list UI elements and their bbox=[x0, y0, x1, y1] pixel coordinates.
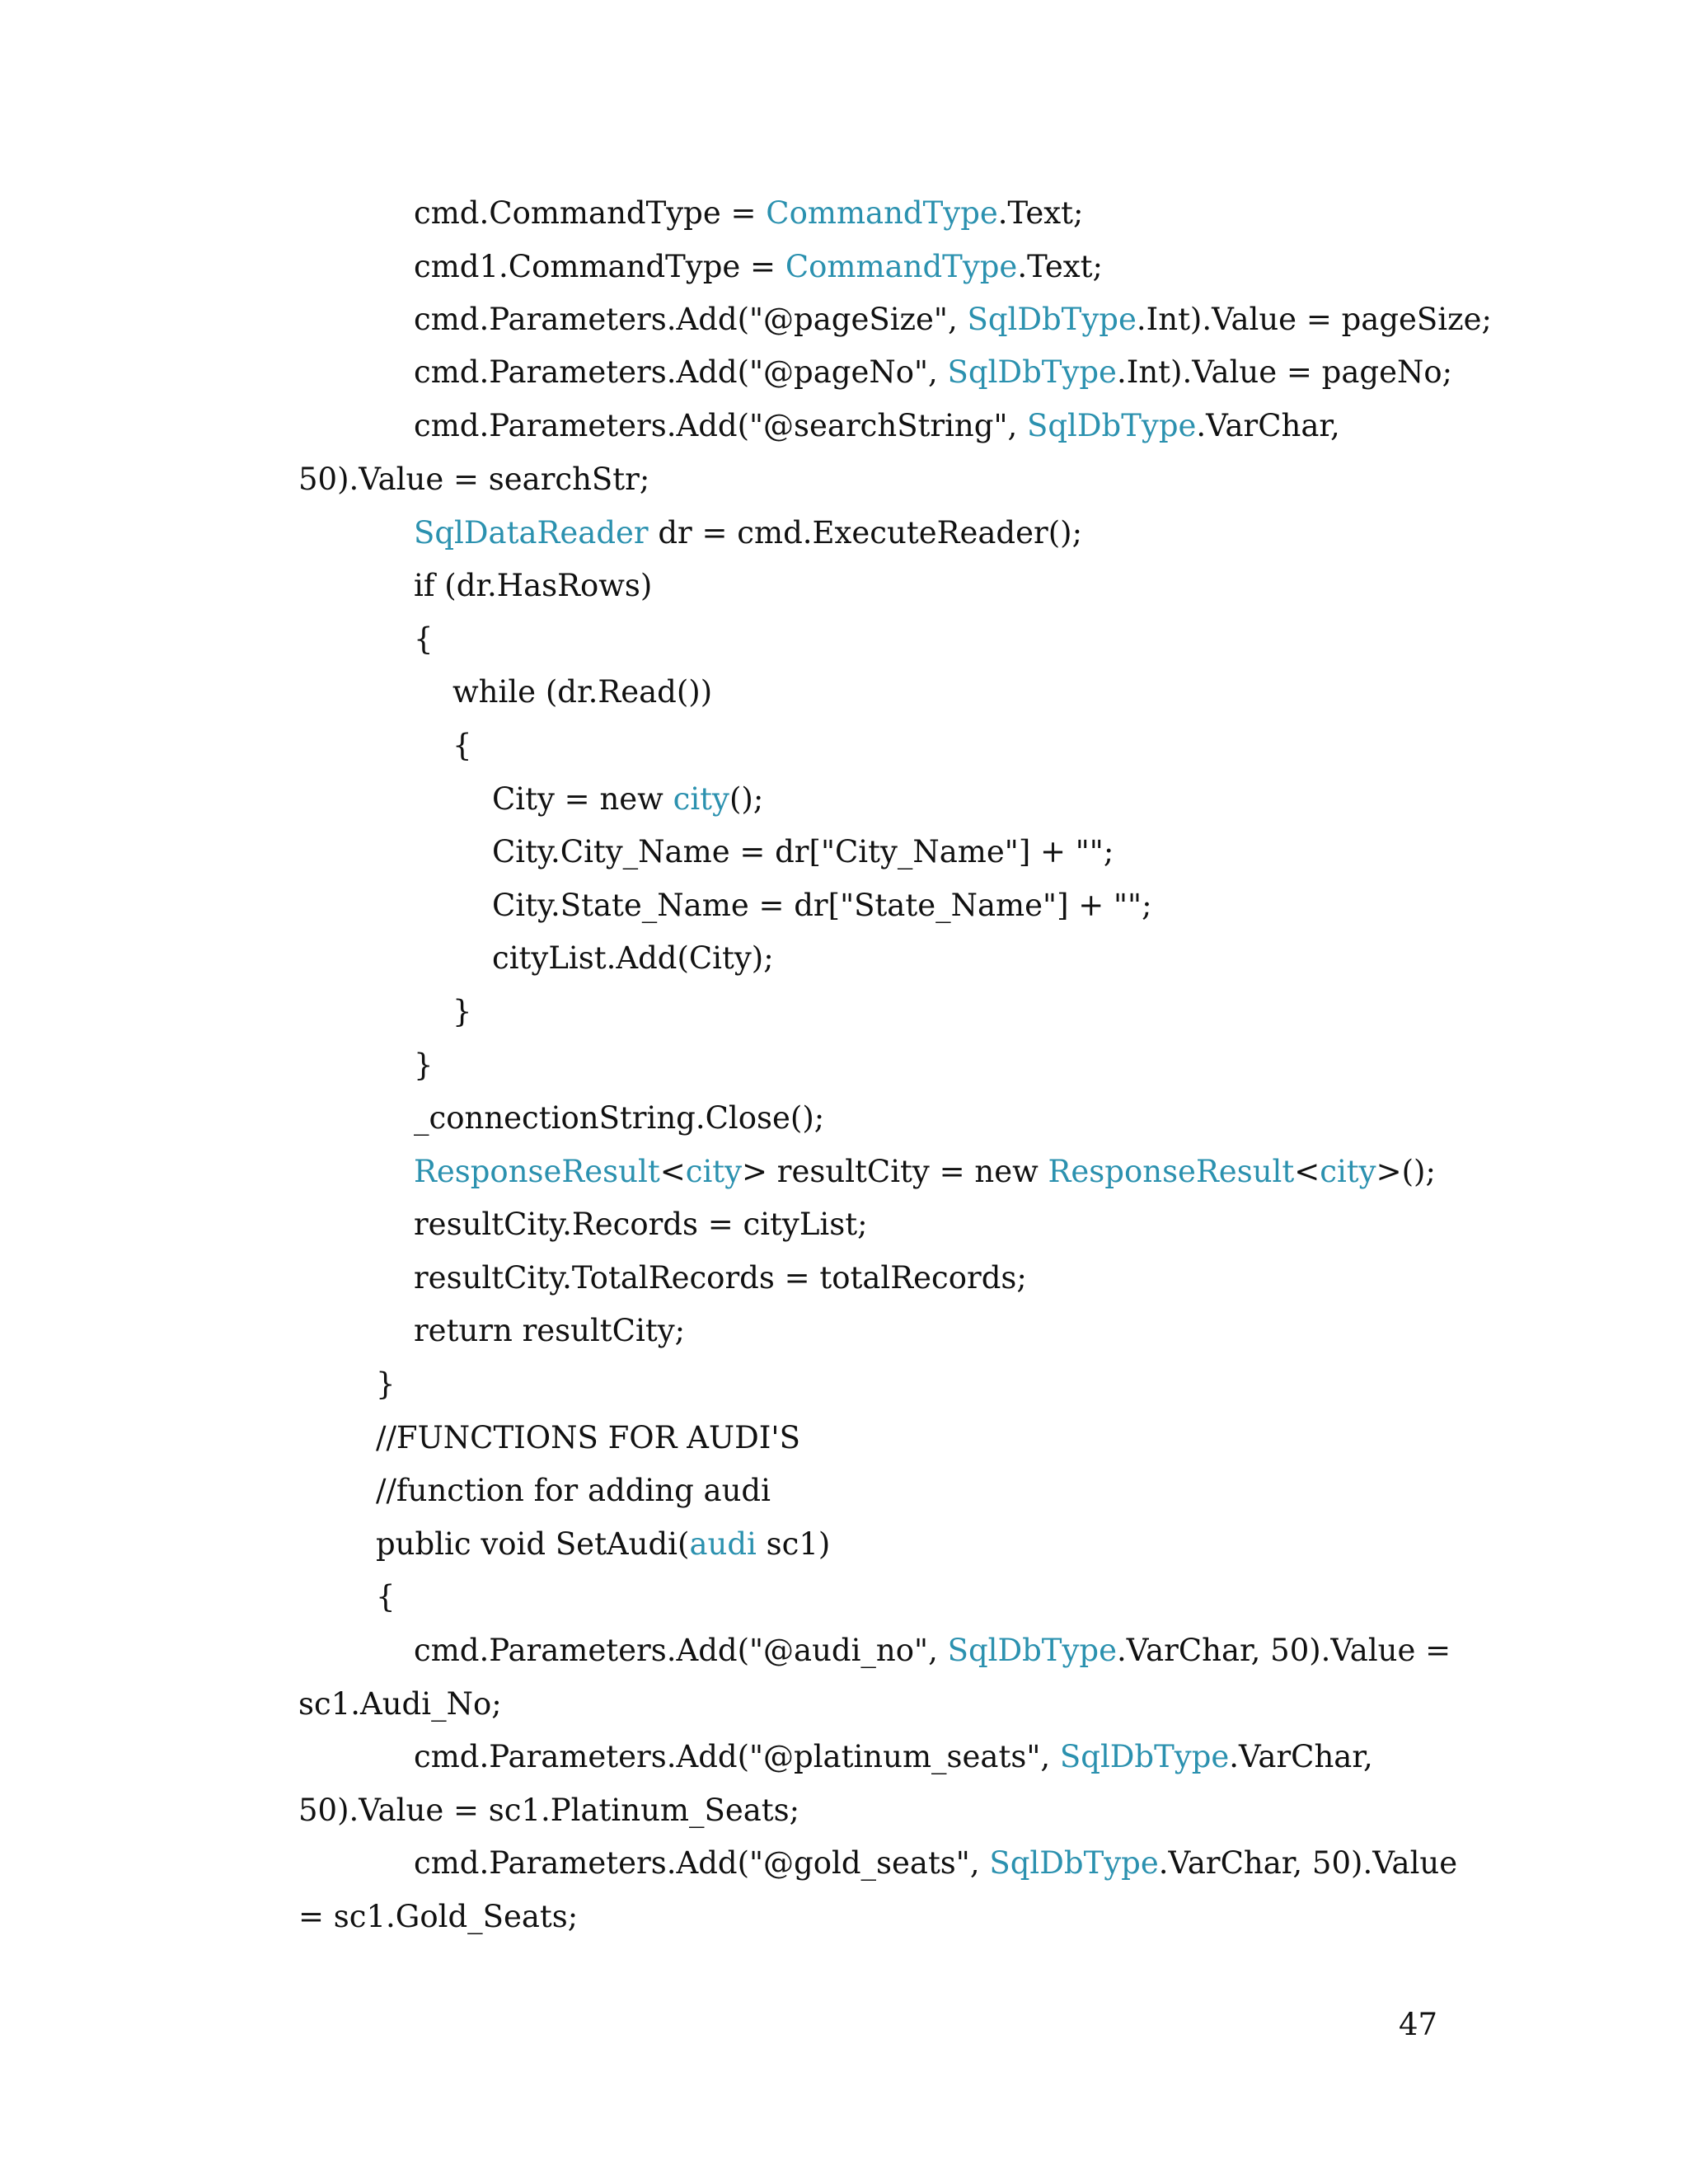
code-line bbox=[414, 1100, 825, 1136]
code-token-string: "@gold_seats" bbox=[749, 1845, 970, 1881]
code-token-string: "State_Name" bbox=[840, 888, 1057, 923]
code-token-type: CommandType bbox=[785, 249, 1018, 284]
code-line bbox=[492, 781, 764, 817]
code-token-plain: resultCity.Records = cityList; bbox=[414, 1207, 868, 1242]
code-token-type: city bbox=[673, 781, 729, 817]
code-line bbox=[376, 1526, 831, 1562]
code-token-plain: } bbox=[414, 1047, 434, 1083]
code-token-keyword: while bbox=[452, 674, 537, 710]
code-line bbox=[414, 1260, 1027, 1296]
code-token-plain: cmd.Parameters.Add( bbox=[414, 354, 749, 390]
code-token-plain: .Int).Value = pageSize; bbox=[1136, 302, 1492, 337]
code-line bbox=[414, 304, 1492, 335]
code-line bbox=[414, 1156, 1436, 1187]
code-token-plain: _connectionString.Close(); bbox=[414, 1100, 825, 1136]
code-token-type: SqlDbType bbox=[1059, 1739, 1230, 1774]
code-token-plain bbox=[1039, 1154, 1048, 1189]
code-line bbox=[414, 621, 434, 657]
code-token-keyword: if bbox=[414, 568, 435, 603]
code-token-comment: //FUNCTIONS FOR AUDI'S bbox=[376, 1420, 800, 1455]
code-token-plain: ; bbox=[1103, 834, 1114, 869]
code-line bbox=[298, 462, 650, 497]
code-token-plain: ] + bbox=[1057, 888, 1114, 923]
code-token-plain: (dr.HasRows) bbox=[434, 568, 653, 603]
code-token-plain: .Int).Value = pageNo; bbox=[1116, 354, 1453, 390]
code-token-plain: { bbox=[452, 728, 472, 763]
code-token-string: "@pageNo" bbox=[749, 354, 929, 390]
code-line bbox=[376, 1475, 771, 1506]
code-token-keyword: new bbox=[974, 1154, 1039, 1189]
code-token-plain: , bbox=[928, 354, 948, 390]
code-token-plain: sc1) bbox=[756, 1526, 831, 1562]
code-token-plain: cityList.Add(City); bbox=[492, 940, 774, 976]
code-line bbox=[298, 1793, 800, 1828]
code-token-plain: ; bbox=[1142, 888, 1152, 923]
code-token-plain: cmd.Parameters.Add( bbox=[414, 1633, 749, 1668]
code-token-plain: = sc1.Gold_Seats; bbox=[298, 1899, 579, 1934]
code-token-type: CommandType bbox=[766, 195, 998, 231]
code-token-plain: City.City_Name = dr[ bbox=[492, 834, 821, 869]
code-line bbox=[414, 251, 1103, 282]
code-token-string: "City_Name" bbox=[820, 834, 1019, 869]
code-token-type: city bbox=[1320, 1154, 1376, 1189]
code-token-type: ResponseResult bbox=[414, 1154, 660, 1189]
code-token-plain: cmd.Parameters.Add( bbox=[414, 1739, 749, 1774]
code-token-comment: //function for adding audi bbox=[376, 1473, 771, 1508]
code-line bbox=[414, 410, 1340, 441]
code-token-type: city bbox=[685, 1154, 743, 1189]
code-token-string: "@platinum_seats" bbox=[749, 1739, 1041, 1774]
code-line bbox=[414, 570, 652, 601]
code-token-plain: .VarChar, 50).Value = bbox=[1116, 1633, 1451, 1668]
code-token-plain: .Text; bbox=[997, 195, 1084, 231]
code-token-plain: cmd.Parameters.Add( bbox=[414, 1845, 749, 1881]
code-token-plain: resultCity.TotalRecords = totalRecords; bbox=[414, 1260, 1027, 1296]
code-token-plain: .Text; bbox=[1017, 249, 1103, 284]
code-token-plain: , bbox=[969, 1845, 990, 1881]
code-line bbox=[298, 1901, 578, 1932]
code-token-plain: } bbox=[376, 1366, 396, 1402]
code-line bbox=[414, 1209, 868, 1240]
code-token-string: "@pageSize" bbox=[749, 302, 948, 337]
code-line bbox=[414, 1315, 685, 1346]
code-token-plain: .VarChar, bbox=[1196, 408, 1340, 443]
code-token-plain: , bbox=[1040, 1739, 1060, 1774]
code-token-plain: .VarChar, 50).Value bbox=[1158, 1845, 1458, 1881]
code-token-plain bbox=[471, 1526, 481, 1562]
code-token-plain: SetAudi( bbox=[546, 1526, 690, 1562]
code-line bbox=[452, 730, 472, 761]
code-token-plain: < bbox=[659, 1154, 686, 1189]
code-token-type: SqlDbType bbox=[947, 1633, 1117, 1668]
code-line bbox=[298, 1686, 502, 1722]
code-token-plain: (dr.Read()) bbox=[536, 674, 713, 710]
code-line bbox=[492, 940, 774, 976]
code-token-plain: , bbox=[928, 1633, 948, 1668]
code-line bbox=[414, 515, 1083, 551]
code-token-plain: 50).Value = searchStr; bbox=[298, 462, 650, 497]
code-token-type: ResponseResult bbox=[1048, 1154, 1295, 1189]
code-token-keyword: return bbox=[414, 1313, 513, 1348]
code-line bbox=[414, 1741, 1373, 1772]
code-token-plain: , bbox=[947, 302, 968, 337]
code-token-type: SqlDataReader bbox=[414, 515, 649, 551]
code-line bbox=[492, 834, 1114, 869]
code-token-plain: cmd.Parameters.Add( bbox=[414, 302, 749, 337]
code-token-plain: cmd.Parameters.Add( bbox=[414, 408, 749, 443]
code-token-keyword: public bbox=[376, 1526, 471, 1562]
code-token-plain: City = bbox=[492, 781, 600, 817]
code-line bbox=[376, 1579, 396, 1615]
code-line bbox=[414, 195, 1084, 231]
code-token-plain: { bbox=[376, 1579, 396, 1615]
code-token-type: SqlDbType bbox=[967, 302, 1137, 337]
code-token-type: SqlDbType bbox=[989, 1845, 1159, 1881]
code-line bbox=[414, 1635, 1451, 1666]
code-line bbox=[376, 1366, 396, 1402]
code-token-plain: ] + bbox=[1018, 834, 1076, 869]
code-line bbox=[414, 1845, 1458, 1881]
code-line bbox=[376, 1422, 800, 1453]
code-line bbox=[452, 674, 713, 710]
code-token-plain: .VarChar, bbox=[1229, 1739, 1373, 1774]
code-token-plain: 50).Value = sc1.Platinum_Seats; bbox=[298, 1793, 800, 1828]
code-token-string: "@searchString" bbox=[749, 408, 1008, 443]
code-token-string: "" bbox=[1075, 834, 1104, 869]
code-token-plain: , bbox=[1007, 408, 1028, 443]
page-number: 47 bbox=[1399, 2007, 1438, 2042]
code-token-string: "@audi_no" bbox=[749, 1633, 929, 1668]
code-line bbox=[414, 354, 1453, 390]
code-token-plain bbox=[663, 781, 673, 817]
code-line bbox=[452, 996, 472, 1027]
code-token-plain: } bbox=[452, 994, 472, 1029]
code-token-type: audi bbox=[689, 1526, 757, 1562]
code-token-plain: resultCity; bbox=[512, 1313, 686, 1348]
code-token-plain: > resultCity = bbox=[742, 1154, 975, 1189]
code-token-type: SqlDbType bbox=[947, 354, 1117, 390]
code-token-plain: City.State_Name = dr[ bbox=[492, 888, 841, 923]
code-token-keyword: void bbox=[481, 1526, 546, 1562]
code-token-string: "" bbox=[1114, 888, 1142, 923]
code-token-plain: cmd.CommandType = bbox=[414, 195, 767, 231]
code-token-plain: sc1.Audi_No; bbox=[298, 1686, 502, 1722]
code-token-plain: >(); bbox=[1376, 1154, 1436, 1189]
code-token-plain: { bbox=[414, 621, 434, 657]
code-line bbox=[414, 1047, 434, 1083]
code-token-plain: (); bbox=[729, 781, 764, 817]
code-token-plain: < bbox=[1294, 1154, 1320, 1189]
code-token-keyword: new bbox=[599, 781, 663, 817]
code-token-plain: dr = cmd.ExecuteReader(); bbox=[648, 515, 1083, 551]
code-token-type: SqlDbType bbox=[1027, 408, 1197, 443]
code-token-plain: cmd1.CommandType = bbox=[414, 249, 785, 284]
code-line bbox=[492, 890, 1152, 921]
